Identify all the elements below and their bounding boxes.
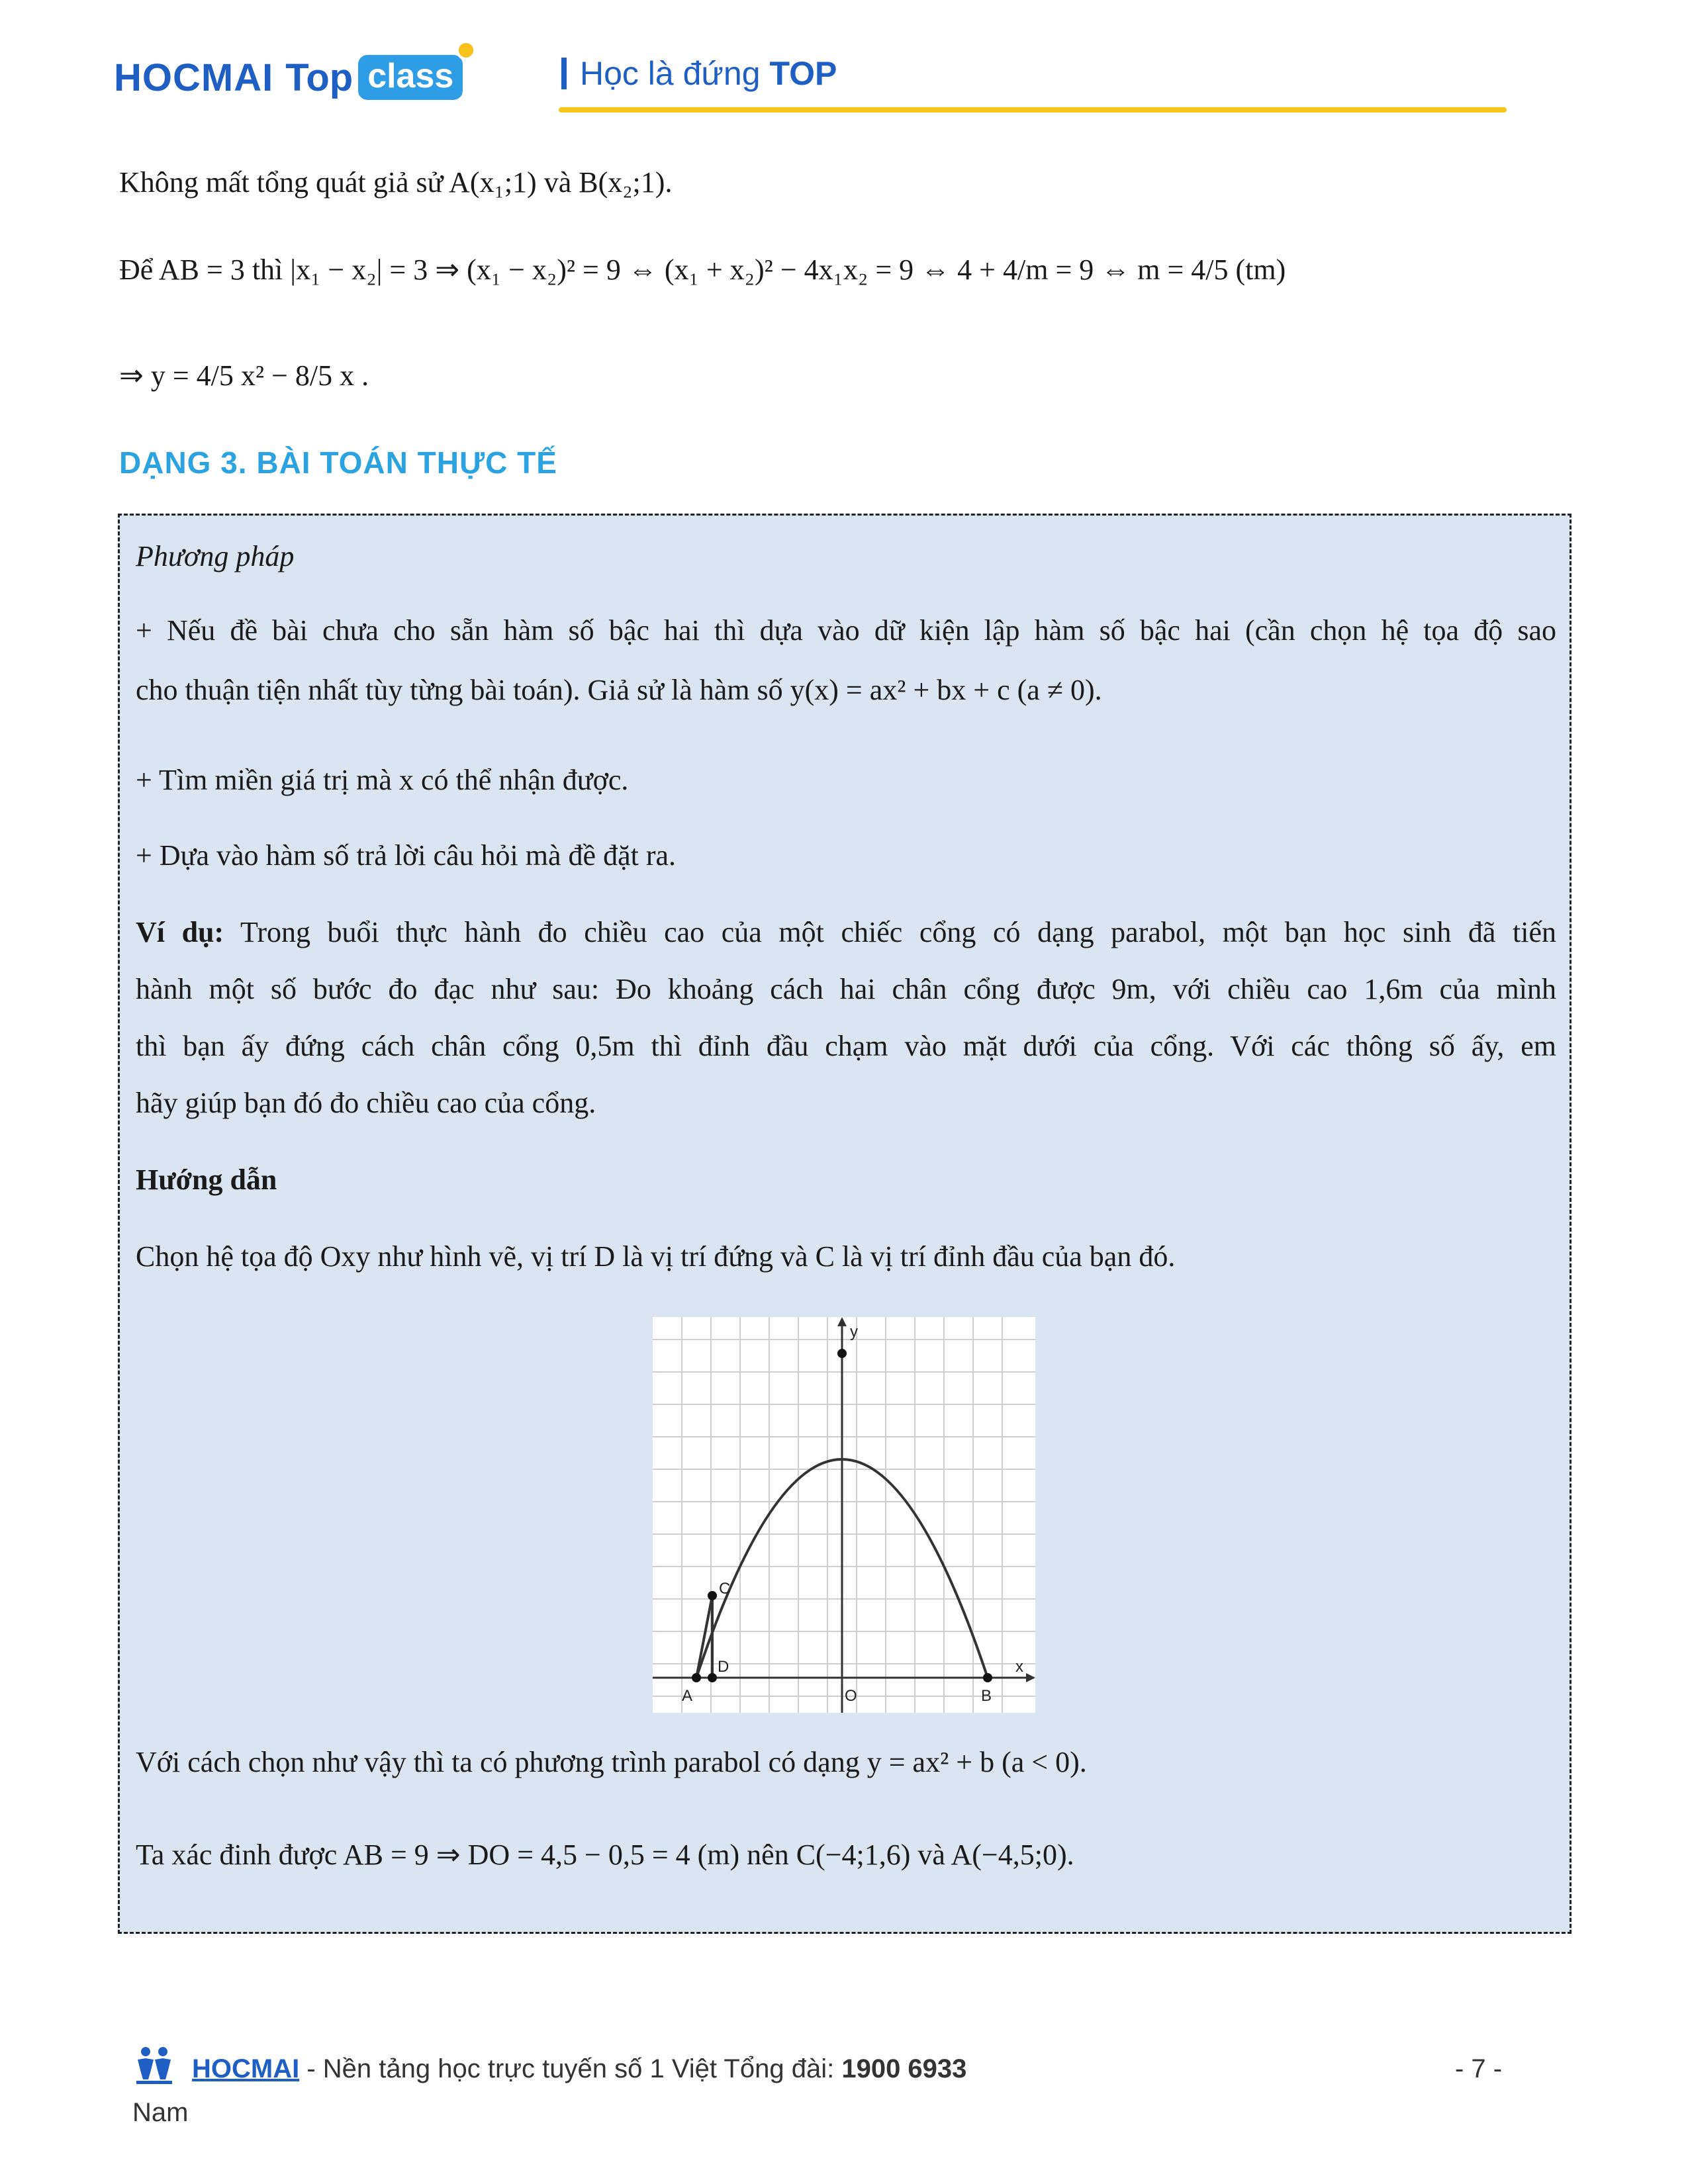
label-x: x bbox=[1015, 1658, 1023, 1676]
footer-slogan: - Nền tảng học trực tuyến số 1 Việt Tổng đài: bbox=[299, 2054, 842, 2083]
point-d bbox=[708, 1673, 717, 1682]
parabola-graph bbox=[653, 1317, 1035, 1713]
example-line-1-text: Trong buổi thực hành đo chiều cao của một chiếc cổng có dạng parabol, một bạn học sinh đã tiến bbox=[240, 916, 1556, 948]
hocmai-topclass-logo bbox=[114, 41, 463, 114]
section-title: DẠNG 3. BÀI TOÁN THỰC TẾ bbox=[119, 445, 557, 480]
method-title: Phương pháp bbox=[136, 540, 295, 572]
x-axis-arrow-icon bbox=[1026, 1673, 1035, 1682]
guide-line-3 bbox=[136, 1837, 1074, 1874]
method-item-1b-math: y(x) = ax² + bx + c (a ≠ 0). bbox=[790, 674, 1102, 706]
footer-brand-link[interactable]: HOCMAI bbox=[192, 2054, 300, 2083]
logo-class-badge bbox=[358, 55, 463, 100]
guide-title: Hướng dẫn bbox=[136, 1163, 277, 1196]
method-item-2: + Tìm miền giá trị mà x có thể nhận được. bbox=[136, 764, 629, 796]
point-a bbox=[692, 1673, 701, 1682]
intro-line-1-math: A(x₁;1) và B(x₂;1). bbox=[449, 166, 673, 199]
label-a: A bbox=[682, 1687, 693, 1705]
label-b: B bbox=[981, 1687, 992, 1705]
intro-line-1-text: Không mất tổng quát giả sử bbox=[119, 166, 444, 199]
method-box bbox=[118, 514, 1571, 1934]
guide-line-3-text: Ta xác đinh được bbox=[136, 1839, 338, 1871]
intro-line-3-math: ⇒ y = 4/5 x² − 8/5 x . bbox=[119, 359, 369, 392]
label-o: O bbox=[845, 1687, 857, 1705]
label-c: C bbox=[719, 1580, 731, 1598]
point-c bbox=[708, 1591, 717, 1600]
header-underline bbox=[559, 107, 1507, 113]
logo-class-text: class bbox=[367, 57, 454, 95]
example-label: Ví dụ: bbox=[136, 916, 224, 948]
logo-top-text: Top bbox=[285, 56, 353, 99]
intro-line-2 bbox=[119, 251, 1286, 289]
point-b bbox=[983, 1673, 992, 1682]
method-item-1a: + Nếu đề bài chưa cho sẵn hàm số bậc hai thì dựa vào dữ kiện lập hàm số bậc hai (cần chọn hệ tọa độ sao bbox=[136, 614, 1556, 647]
method-item-1b bbox=[136, 672, 1102, 709]
guide-line-1: Chọn hệ tọa độ Oxy như hình vẽ, vị trí D là vị trí đứng và C là vị trí đỉnh đầu của bạn đó. bbox=[136, 1240, 1176, 1273]
example-line-2: hành một số bước đo đạc như sau: Đo khoảng cách hai chân cổng được 9m, với chiều cao 1,6m của mình bbox=[136, 973, 1556, 1005]
guide-line-2-math: y = ax² + b (a < 0). bbox=[867, 1746, 1087, 1778]
page-footer bbox=[0, 2038, 1688, 2184]
example-line-1 bbox=[136, 914, 1556, 951]
label-d: D bbox=[718, 1658, 729, 1676]
page-header bbox=[0, 0, 1688, 119]
intro-line-2-text: Để bbox=[119, 253, 154, 286]
guide-line-2-text: Với cách chọn như vậy thì ta có phương trình parabol có dạng bbox=[136, 1746, 860, 1778]
intro-line-3 bbox=[119, 357, 369, 394]
page-number: - 7 - bbox=[1455, 2054, 1503, 2083]
y-axis-arrow-icon bbox=[837, 1317, 847, 1326]
tagline-prefix: Học là đứng bbox=[580, 55, 761, 92]
footer-hotline: 1900 6933 bbox=[841, 2054, 967, 2083]
guide-line-2 bbox=[136, 1744, 1087, 1781]
method-item-3: + Dựa vào hàm số trả lời câu hỏi mà đề đặt ra. bbox=[136, 839, 676, 872]
tagline-divider bbox=[561, 58, 567, 89]
hocmai-people-icon bbox=[131, 2044, 177, 2085]
intro-line-1 bbox=[119, 164, 672, 201]
intro-line-2-math: AB = 3 thì |x₁ − x₂| = 3 ⇒ (x₁ − x₂)² = 9 ⇔ (x₁ + x₂)² − 4x₁x₂ = 9 ⇔ 4 + 4/m = 9 ⇔ m = 4/5 (tm) bbox=[158, 253, 1286, 286]
tagline-strong: TOP bbox=[769, 55, 837, 92]
guide-line-3-math: AB = 9 ⇒ DO = 4,5 − 0,5 = 4 (m) nên C(−4;1,6) và A(−4,5;0). bbox=[342, 1839, 1074, 1871]
logo-hocmai-text: HOCMAI bbox=[114, 56, 274, 99]
header-tagline bbox=[561, 54, 837, 93]
method-item-1b-text: cho thuận tiện nhất tùy từng bài toán). Giả sử là hàm số bbox=[136, 674, 783, 706]
example-line-4: hãy giúp bạn đó đo chiều cao của cổng. bbox=[136, 1087, 596, 1119]
label-y: y bbox=[850, 1323, 858, 1341]
footer-text bbox=[192, 2054, 966, 2084]
point-vertex bbox=[837, 1349, 847, 1358]
footer-text-end: Nam bbox=[132, 2098, 189, 2127]
example-line-3: thì bạn ấy đứng cách chân cổng 0,5m thì đỉnh đầu chạm vào mặt dưới của cổng. Với các thông số ấy, em bbox=[136, 1030, 1556, 1062]
star-icon bbox=[456, 40, 476, 60]
